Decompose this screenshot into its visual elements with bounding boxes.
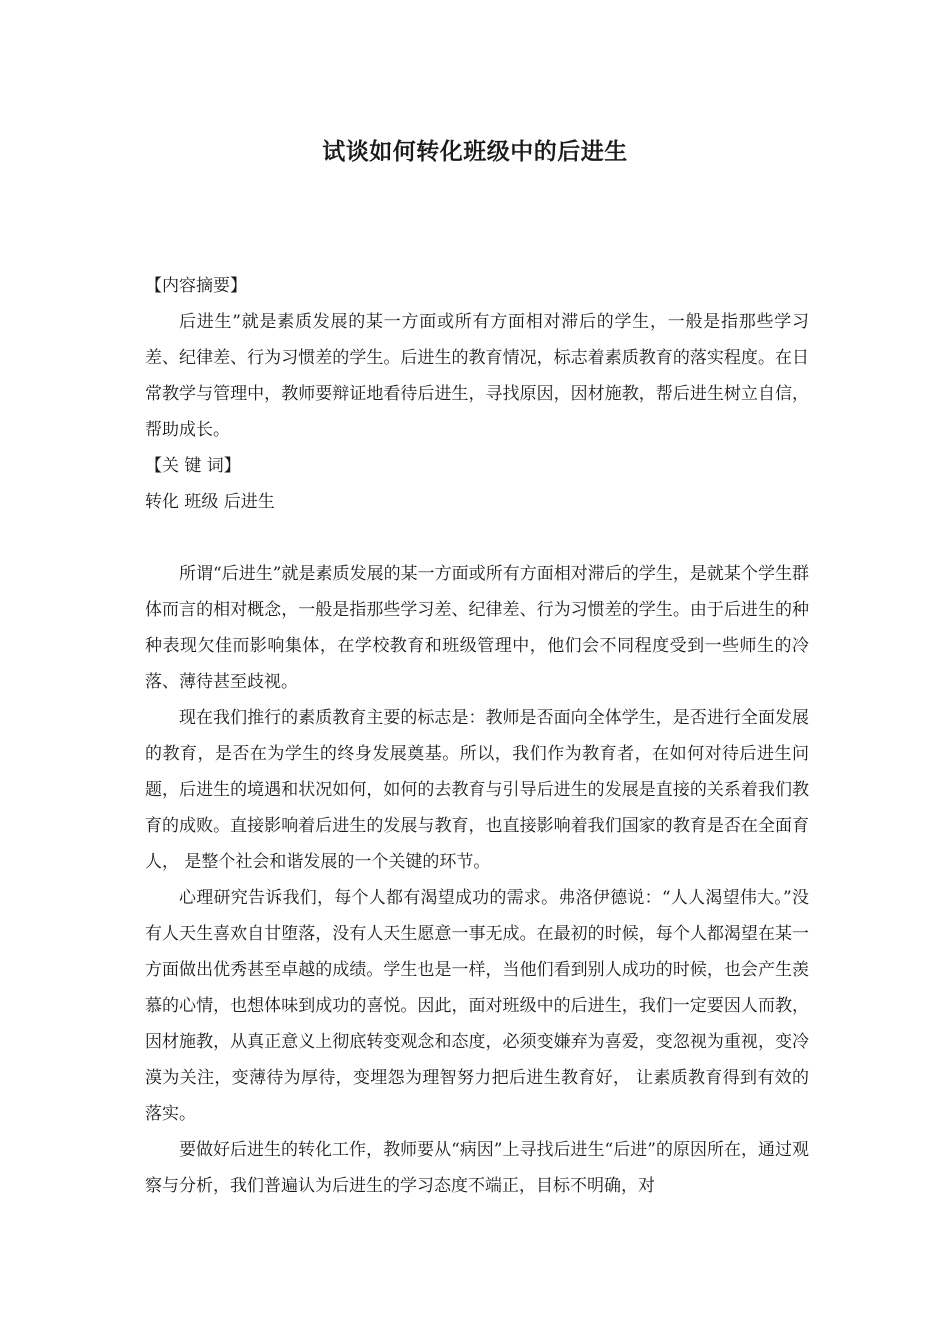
document-body [145,268,809,1204]
abstract-label: 【内容摘要】 [145,276,247,296]
abstract-text: 后进生”就是素质发展的某一方面或所有方面相对滞后的学生，一般是指那些学习差、纪律差、行为习惯差的学生。后进生的教育情况，标志着素质教育的落实程度。在日常教学与管理中，教师要辩证地看待后进生，寻找原因，因材施教，帮后进生树立自信， 帮助成长。 [145,312,809,440]
body-paragraph-2: 现在我们推行的素质教育主要的标志是：教师是否面向全体学生，是否进行全面发展的教育，是否在为学生的终身发展奠基。所以，我们作为教育者，在如何对待后进生问题，后进生的境遇和状况如何，如何的去教育与引导后进生的发展是直接的关系着我们教育的成败。直接影响着后进生的发展与教育，也直接影响着我们国家的教育是否在全面育人， 是整个社会和谐发展的一个关键的环节。 [145,708,809,872]
body-paragraph-3: 心理研究告诉我们，每个人都有渴望成功的需求。弗洛伊德说：“人人渴望伟大。”没有人天生喜欢自甘堕落，没有人天生愿意一事无成。在最初的时候，每个人都渴望在某一方面做出优秀甚至卓越的成绩。学生也是一样，当他们看到别人成功的时候，也会产生羡慕的心情，也想体味到成功的喜悦。因此，面对班级中的后进生，我们一定要因人而教，因材施教，从真正意义上彻底转变观念和态度，必须变嫌弃为喜爱，变忽视为重视，变冷漠为关注，变薄待为厚待，变埋怨为理智努力把后进生教育好， 让素质教育得到有效的落实。 [145,888,809,1124]
section-spacer [145,520,809,556]
body-paragraph-1: 所谓“后进生”就是素质发展的某一方面或所有方面相对滞后的学生，是就某个学生群体而言的相对概念，一般是指那些学习差、纪律差、行为习惯差的学生。由于后进生的种种表现欠佳而影响集体，在学校教育和班级管理中，他们会不同程度受到一些师生的冷落、薄待甚至歧视。 [145,564,809,692]
keywords-text: 转化 班级 后进生 [145,492,275,512]
document-title: 试谈如何转化班级中的后进生 [322,138,628,165]
body-paragraph-4: 要做好后进生的转化工作，教师要从“病因”上寻找后进生“后进”的原因所在，通过观察与分析，我们普遍认为后进生的学习态度不端正，目标不明确，对 [145,1140,809,1196]
keywords-label: 【关 键 词】 [145,456,241,476]
